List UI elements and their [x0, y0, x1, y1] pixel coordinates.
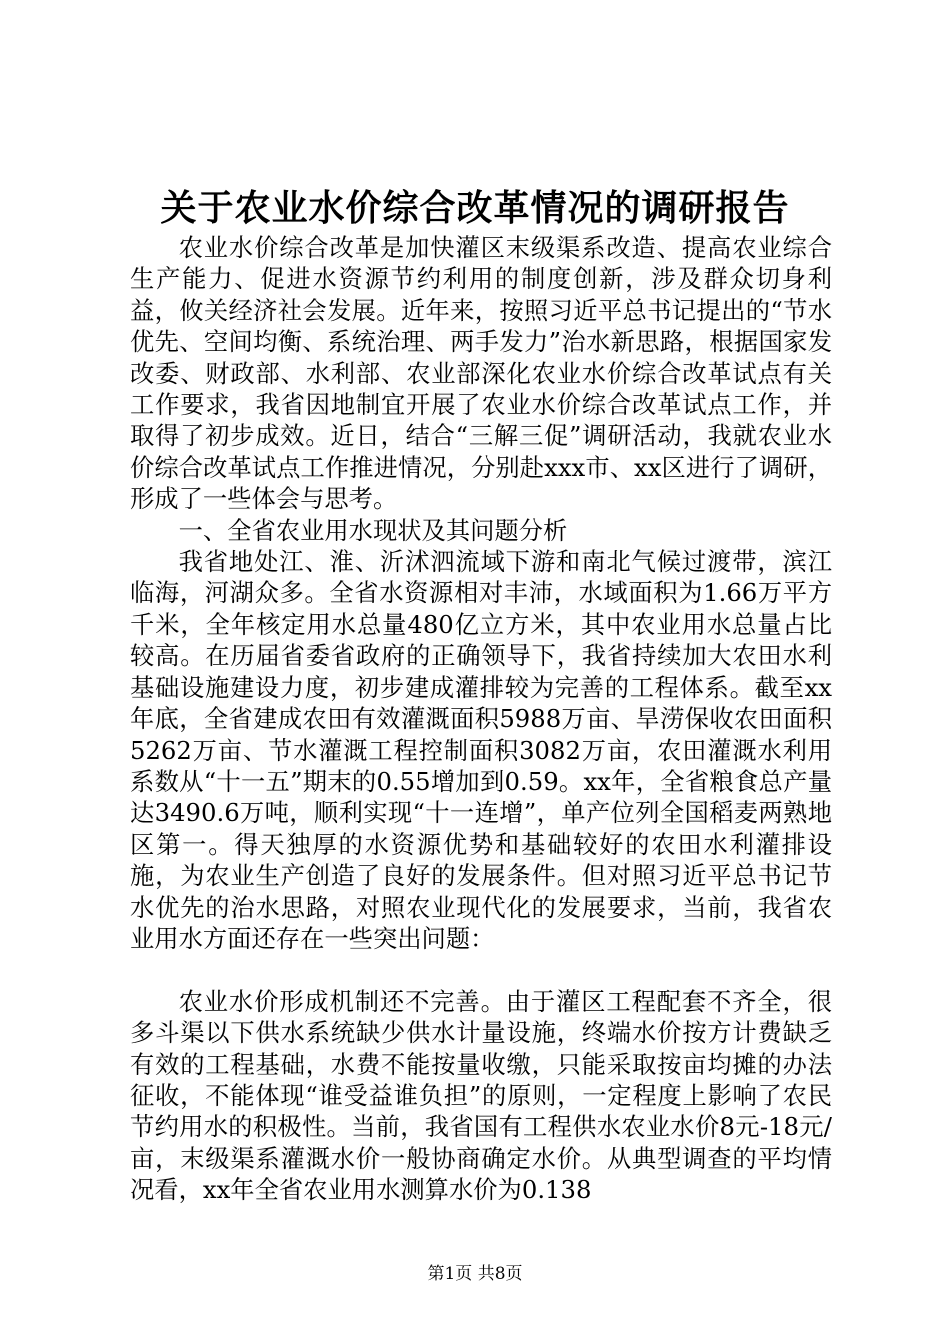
- section-heading: 一、全省农业用水现状及其问题分析: [178, 515, 568, 545]
- document-body: [130, 232, 832, 1206]
- status-paragraph: 我省地处江、淮、沂沭泗流域下游和南北气候过渡带，滨江临海，河湖众多。全省水资源相对丰沛，水域面积为1.66万平方千米，全年核定用水总量480亿立方米，其中农业用水总量占比较高。在历届省委省政府的正确领导下，我省持续加大农田水利基础设施建设力度，初步建成灌排较为完善的工程体系。截至xx年底，全省建成农田有效灌溉面积5988万亩、旱涝保收农田面积5262万亩、节水灌溉工程控制面积3082万亩，农田灌溉水利用系数从“十一五”期末的0.55增加到0.59。xx年，全省粮食总产量达3490.6万吨，顺利实现“十一连增”，单产位列全国稻麦两熟地区第一。得天独厚的水资源优势和基础较好的农田水利灌排设施，为农业生产创造了良好的发展条件。但对照习近平总书记节水优先的治水思路，对照农业现代化的发展要求，当前，我省农业用水方面还存在一些突出问题：: [130, 547, 832, 953]
- intro-paragraph: 农业水价综合改革是加快灌区末级渠系改造、提高农业综合生产能力、促进水资源节约利用的制度创新，涉及群众切身利益，攸关经济社会发展。近年来，按照习近平总书记提出的“节水优先、空间均衡、系统治理、两手发力”治水新思路，根据国家发改委、财政部、水利部、农业部深化农业水价综合改革试点有关工作要求，我省因地制宜开展了农业水价综合改革试点工作，并取得了初步成效。近日，结合“三解三促”调研活动，我就农业水价综合改革试点工作推进情况，分别赴xxx市、xx区进行了调研，形成了一些体会与思考。: [130, 233, 832, 514]
- problem-paragraph: 农业水价形成机制还不完善。由于灌区工程配套不齐全，很多斗渠以下供水系统缺少供水计量设施，终端水价按方计费缺乏有效的工程基础，水费不能按量收缴，只能采取按亩均摊的办法征收，不能体现“谁受益谁负担”的原则，一定程度上影响了农民节约用水的积极性。当前，我省国有工程供水农业水价8元-18元/亩，末级渠系灌溉水价一般协商确定水价。从典型调查的平均情况看，xx年全省农业用水测算水价为0.138: [130, 986, 832, 1205]
- document-title: 关于农业水价综合改革情况的调研报告: [160, 187, 790, 229]
- page-number: 第1页 共8页: [427, 1264, 523, 1284]
- paragraph-spacer: [130, 954, 832, 985]
